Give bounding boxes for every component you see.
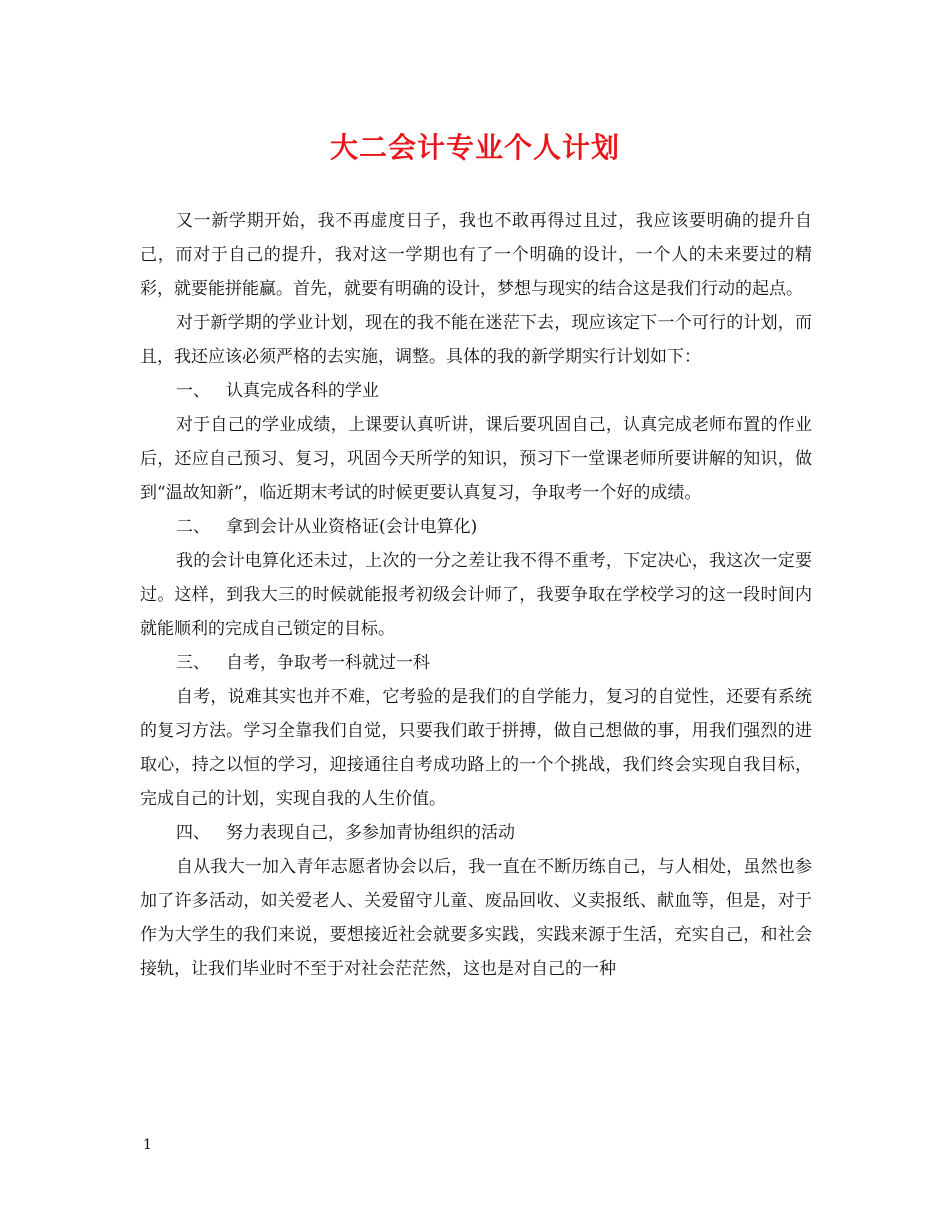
body-paragraph: 我的会计电算化还未过，上次的一分之差让我不得不重考，下定决心，我这次一定要过。这样，到我大三的时候就能报考初级会计师了，我要争取在学校学习的这一段时间内就能顺利的完成自己锁定的目标。 [140,551,812,639]
section-number: 四、 [176,823,210,843]
section-number: 一、 [176,381,210,401]
body-paragraph: 对于自己的学业成绩，上课要认真听讲，课后要巩固自己，认真完成老师布置的作业后，还应自己预习、复习，巩固今天所学的知识，预习下一堂课老师所要讲解的知识，做到“温故知新”，临近期末考试的时候更要认真复习，争取考一个好的成绩。 [140,415,812,503]
body-paragraph: 自考，说难其实也并不难，它考验的是我们的自学能力，复习的自觉性，还要有系统的复习方法。学习全靠我们自觉，只要我们敢于拼搏，做自己想做的事，用我们强烈的进取心，持之以恒的学习，迎接通往自考成功路上的一个个挑战，我们终会实现自我目标，完成自己的计划，实现自我的人生价值。 [140,687,812,809]
section-heading-text: 自考，争取考一科就过一科 [226,653,430,673]
body-paragraph: 对于新学期的学业计划，现在的我不能在迷茫下去，现应该定下一个可行的计划，而且，我还应该必须严格的去实施，调整。具体的我的新学期实行计划如下： [140,313,812,367]
section-heading [140,646,812,680]
body-paragraph: 又一新学期开始，我不再虚度日子，我也不敢再得过且过，我应该要明确的提升自己，而对于自己的提升，我对这一学期也有了一个明确的设计，一个人的未来要过的精彩，就要能拼能赢。首先，就要有明确的设计，梦想与现实的结合这是我们行动的起点。 [140,211,812,299]
section-number: 二、 [176,517,210,537]
section-heading-text: 努力表现自己，多参加青协组织的活动 [226,823,515,843]
document-body [140,204,812,986]
section-heading [140,510,812,544]
section-heading-text: 认真完成各科的学业 [226,381,379,401]
section-number: 三、 [176,653,210,673]
section-heading-text: 拿到会计从业资格证(会计电算化) [226,517,478,537]
section-heading [140,816,812,850]
section-heading [140,374,812,408]
document-title: 大二会计专业个人计划 [329,131,620,164]
body-paragraph: 自从我大一加入青年志愿者协会以后，我一直在不断历练自己，与人相处，虽然也参加了许多活动，如关爱老人、关爱留守儿童、废品回收、义卖报纸、献血等，但是，对于作为大学生的我们来说，要想接近社会就要多实践，实践来源于生活，充实自己，和社会接轨，让我们毕业时不至于对社会茫茫然，这也是对自己的一种 [140,857,812,979]
page-number: 1 [143,1137,152,1153]
